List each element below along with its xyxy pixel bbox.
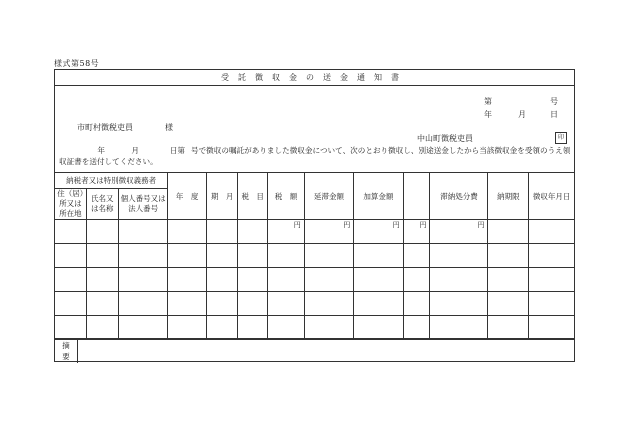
col-tax-item: 税 目 [238,173,268,220]
table-cell [207,220,238,244]
table-row [55,244,574,268]
body-year: 年 [97,146,105,155]
sender: 中山町徴税吏員 [417,134,473,143]
table-row [55,220,574,244]
col-tax-amount: 税 額 [268,173,305,220]
table-row [55,268,574,292]
yen-unit: 円 [403,220,430,244]
col-delinquency: 延滞金額 [304,173,353,220]
form-number: 様式第58号 [54,59,100,68]
col-disposition-fee: 滞納処分費 [430,173,488,220]
body-text: 号で徴収の嘱託がありました徴収金について、次のとおり徴収し、別途送金したから当該徴収金を受領のうえ領収証書を送付してください。 [59,146,571,166]
addressee: 市町村徴税吏員 [77,123,133,132]
collection-table [55,172,574,340]
table-cell [529,220,574,244]
taxpayer-group-header: 納税者又は特別徴収義務者 [55,173,168,189]
table-row [55,316,574,340]
col-blank [403,173,430,220]
body-day-number: 日第 [169,146,185,155]
col-collection-date: 徴収年月日 [529,173,574,220]
col-additional: 加算金額 [354,173,403,220]
honorific: 様 [165,123,173,132]
table-cell [118,220,167,244]
seal-mark: 印 [555,132,567,144]
notice-body [59,145,574,167]
table-row [55,292,574,316]
date-day: 日 [550,110,558,119]
col-id-number: 個人番号又は法人番号 [118,189,167,220]
table-cell [168,220,207,244]
col-period: 期 月 [207,173,238,220]
table-cell [86,220,118,244]
col-due-date: 納期限 [488,173,529,220]
number-suffix: 号 [550,97,558,106]
summary-section [55,338,574,363]
col-address: 住（居）所又は所在地 [55,189,86,220]
table-cell [238,220,268,244]
yen-unit: 円 [430,220,488,244]
col-name: 氏名又は名称 [86,189,118,220]
number-prefix: 第 [484,97,492,106]
yen-unit: 円 [354,220,403,244]
summary-label-text: 摘要 [62,341,70,361]
table-cell [488,220,529,244]
col-fiscal-year: 年 度 [168,173,207,220]
summary-label [55,339,78,363]
yen-unit: 円 [304,220,353,244]
table-cell [55,220,86,244]
yen-unit: 円 [268,220,305,244]
notice-form [54,69,575,362]
form-title: 受託徴収金の送金通知書 [55,70,574,86]
body-month: 月 [131,146,139,155]
date-month: 月 [518,110,526,119]
date-year: 年 [484,110,492,119]
